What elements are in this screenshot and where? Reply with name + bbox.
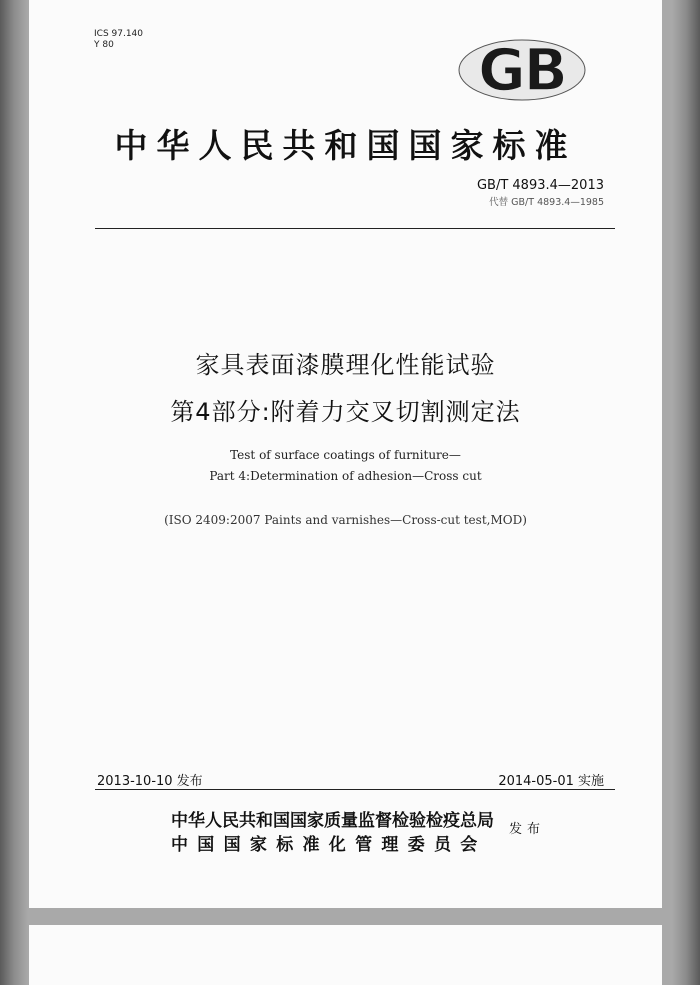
english-title-line1: Test of surface coatings of furniture—: [230, 448, 461, 462]
bottom-divider: [95, 789, 615, 790]
national-standard-title: 中华人民共和国国家标准: [114, 126, 577, 165]
issuer-aqsiq: 中华人民共和国国家质量监督检验检疫总局: [171, 811, 494, 831]
issuer-sac: 中国国家标准化管理委员会: [171, 835, 487, 855]
standard-number: GB/T 4893.4—2013: [476, 178, 604, 193]
document-page: [29, 0, 662, 908]
implementation-date: 2014-05-01 实施: [498, 774, 604, 789]
iso-reference: (ISO 2409:2007 Paints and varnishes—Cross-cut test,MOD): [164, 513, 527, 527]
english-title-line2: Part 4:Determination of adhesion—Cross cut: [209, 469, 482, 483]
logo-text: GB: [478, 38, 566, 102]
top-divider: [95, 228, 615, 229]
next-page: [29, 925, 662, 985]
classification-code: Y 80: [94, 40, 114, 50]
publish-label: 发布: [509, 822, 546, 837]
chinese-title-line1: 家具表面漆膜理化性能试验: [195, 351, 496, 379]
ics-number: ICS 97.140: [94, 29, 144, 39]
gb-logo: [457, 38, 587, 102]
replaces-standard: 代替 GB/T 4893.4—1985: [489, 197, 604, 208]
issue-date: 2013-10-10 发布: [97, 774, 203, 789]
ics-code: [94, 29, 143, 51]
chinese-title-line2: 第4部分:附着力交叉切割测定法: [170, 398, 521, 426]
